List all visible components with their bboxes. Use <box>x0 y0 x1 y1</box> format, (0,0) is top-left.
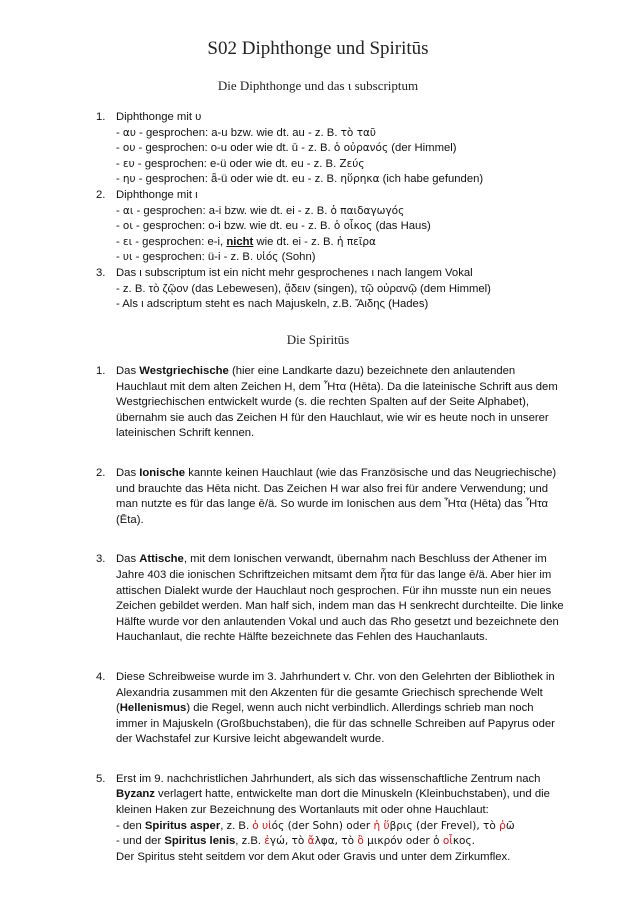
closing-line: Der Spiritus steht seitdem vor dem Akut oder Gravis und unter dem Zirkumflex. <box>116 850 511 863</box>
section-heading-diphthonge: Die Diphthonge und das ι subscriptum <box>217 78 419 93</box>
list-item: 2. Das Ionische kannte keinen Hauchlaut (wie das Französische und das Neugriechische) und brauchte das Hēta nicht. Das Zeichen H war also frei für andere Verwendung; und man nutzte es für das lange ē/ä. So wurde im Ionischen aus dem Ἧτα (Hēta) das Ἦτα (Ēta). <box>96 466 557 526</box>
list-line: - Als ι adscriptum steht es nach Majuskeln, z.B. Ἅιδης (Hades) <box>116 298 429 311</box>
red-highlight: οἶ <box>442 835 453 848</box>
diphthong-list <box>96 110 566 313</box>
list-item: 1. Das Westgriechische (hier eine Landkarte dazu) bezeichnete den anlautenden Hauchlaut mit dem alten Zeichen H, dem Ἧτα (Hēta). Da die lateinische Schrift aus dem Westgriechischen entwickelt wurde (s. die rechten Spalten auf der Seite Alphabet), übernahm sie auch das Zeichen H für den Hauchlaut, wie wir es heute noch in unserer lateinischen Schrift kennen. <box>96 365 558 440</box>
term-hellenismus: Hellenismus <box>119 702 187 715</box>
item-label: Das ι subscriptum ist ein nicht mehr gesprochenes ι nach langem Vokal <box>116 266 473 279</box>
list-line: - ου - gesprochen: o-u oder wie dt. ū - z. B. ὁ οὐρανός (der Himmel) <box>116 142 457 155</box>
red-highlight: ὁ υἱ <box>252 819 272 832</box>
list-line: - αι - gesprochen: a-i bzw. wie dt. ei - z. B. ὁ παιδαγωγός <box>116 204 405 217</box>
term-attische: Attische <box>139 553 184 566</box>
list-line: - υι - gesprochen: ü-i - z. B. υἱός (Sohn) <box>116 251 316 264</box>
list-line: - ευ - gesprochen: e-ü oder wie dt. eu - z. B. Ζεύς <box>116 157 365 170</box>
item-label: Diphthonge mit ι <box>116 188 198 201</box>
red-highlight: ὂ <box>357 835 364 848</box>
red-highlight: ἐ <box>264 835 270 848</box>
list-item <box>96 188 566 266</box>
list-item: 4. Diese Schreibweise wurde im 3. Jahrhundert v. Chr. von den Gelehrten der Bibliothek in Alexandria zusammen mit den Akzenten für die gesamte Griechisch sprechende Welt (Hellenismus) die Regel, wenn auch nicht verbindlich. Allerdings schrieb man noch immer in Majuskeln (Großbuchstaben), die für das schnelle Schreiben auf Papyrus oder der Wachstafel zur Kursive leicht abgewandelt wurde. <box>96 670 555 746</box>
item-number: 3. <box>96 266 106 279</box>
list-line: - οι - gesprochen: o-i bzw. wie dt. eu - z. B. ὁ οἶκος (das Haus) <box>116 220 431 233</box>
item-label: Diphthonge mit υ <box>116 111 202 123</box>
list-line: - αυ - gesprochen: a-u bzw. wie dt. au - z. B. τὸ ταῦ <box>116 126 377 139</box>
list-item: 3. Das Attische, mit dem Ionischen verwandt, übernahm nach Beschluss der Athener im Jahre 403 die ionischen Schriftzeichen mitsamt dem ἦτα für das lange ē/ä. Aber hier im attischen Dialekt wurde der Hauchlaut noch gesprochen. Für ihn musste nun ein neues Zeichen gebildet werden. Man half sich, indem man das H senkrecht durchteilte. Die linke Hälfte wurde vor den anlautenden Vokal und auch das Rho gesetzt und bezeichnete den Hauchanlaut, die rechte Hälfte bezeichnete das Fehlen des Hauchanlauts. <box>96 553 564 644</box>
list-item <box>96 110 566 188</box>
red-highlight: ἡ ὕ <box>373 819 390 832</box>
spiritus-lenis-line: - und der Spiritus lenis, z.B. ἐγώ, τὸ ἄλφα, τὸ ὂ μικρόν oder ὁ οἶκος. <box>116 835 475 848</box>
item-number: 1. <box>96 111 106 123</box>
term-ionische: Ionische <box>139 466 186 479</box>
list-line: - z. B. τὸ ζῷον (das Lebewesen), ᾄδειν (singen), τῷ οὐρανῷ (dem Himmel) <box>116 282 491 295</box>
underlined-nicht: nicht <box>226 235 254 248</box>
item-number: 2. <box>96 188 106 201</box>
list-item: 5. Erst im 9. nachchristlichen Jahrhundert, als sich das wissenschaftliche Zentrum nach Byzanz verlagert hatte, entwickelte man dort die Minuskeln (Kleinbuchstaben), und die kleinen Haken zur Bezeichnung des Wortanlauts mit oder ohne Hauchlaut: - den Spiritus asper, z. B. ὁ υἱός (der Sohn) oder ἡ ὕβρις (der Frevel), τὸ ῥῶ - und der Spiritus lenis, z.B. ἐγώ, τὸ ἄλφα, τὸ ὂ μικρόν oder ὁ οἶκος. Der Spiritus steht seitdem vor dem Akut oder Gravis und unter dem Zirkumflex. <box>96 772 566 866</box>
term-byzanz: Byzanz <box>116 788 155 801</box>
red-highlight: ἄ <box>307 835 315 848</box>
list-line: - ηυ - gesprochen: ǟ-ü oder wie dt. eu - z. B. ηὕρηκα (ich habe gefunden) <box>116 173 484 186</box>
item-number: 2. <box>96 466 106 479</box>
list-item <box>96 266 566 313</box>
spiritus-asper-line: - den Spiritus asper, z. B. ὁ υἱός (der Sohn) oder ἡ ὕβρις (der Frevel), τὸ ῥῶ <box>116 819 515 832</box>
item-number: 4. <box>96 670 106 683</box>
spiritus-list <box>96 364 566 865</box>
term-westgriechische: Westgriechische <box>139 365 229 377</box>
item-number: 3. <box>96 553 106 566</box>
page-title: S02 Diphthonge und Spiritūs <box>207 38 429 59</box>
section-heading-spiritus: Die Spiritūs <box>286 332 350 347</box>
list-line: - ει - gesprochen: e-i, nicht wie dt. ei - z. B. ἡ πεῖρα <box>116 235 376 248</box>
item-number: 5. <box>96 772 106 785</box>
item-number: 1. <box>96 365 106 377</box>
red-highlight: ῥ <box>499 819 506 832</box>
